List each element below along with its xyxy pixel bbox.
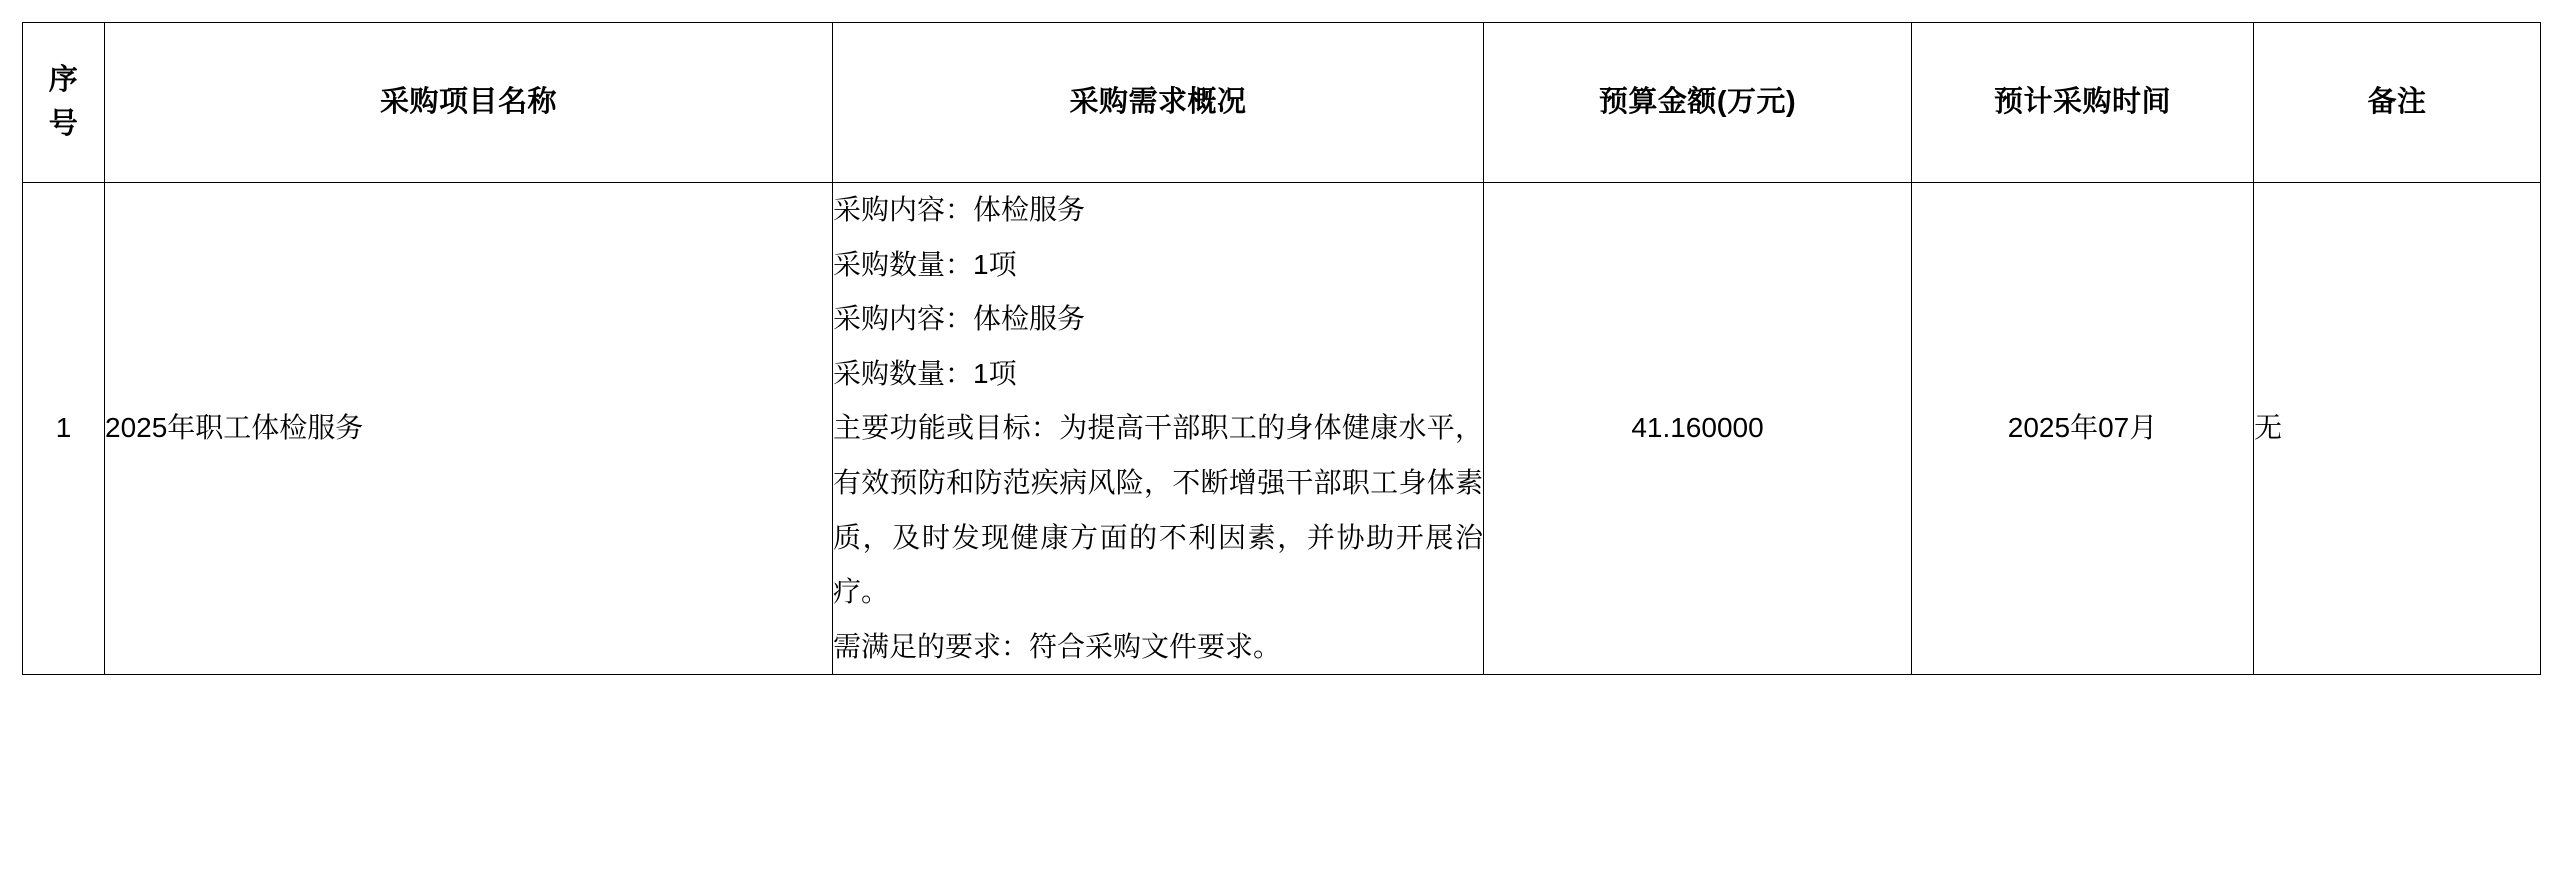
requirement-line: 采购数量：1项	[833, 357, 1017, 389]
table-body	[23, 183, 2541, 675]
column-header-sequence	[23, 23, 105, 183]
requirement-line: 需满足的要求：符合采购文件要求。	[833, 630, 1282, 662]
cell-requirement	[833, 183, 1484, 675]
column-header-budget: 预算金额(万元)	[1484, 23, 1912, 183]
column-header-sequence-line1: 序	[48, 64, 79, 96]
column-header-project-name: 采购项目名称	[105, 23, 833, 183]
column-header-remark: 备注	[2254, 23, 2541, 183]
column-header-requirement: 采购需求概况	[833, 23, 1484, 183]
column-header-sequence-line2: 号	[48, 107, 79, 140]
table-row	[23, 183, 2541, 675]
table-header	[23, 23, 2541, 183]
column-header-expected-time: 预计采购时间	[1912, 23, 2254, 183]
cell-expected-time: 2025年07月	[1912, 183, 2254, 675]
requirement-line: 采购内容：体检服务	[833, 303, 1086, 335]
procurement-table	[22, 22, 2541, 675]
table-header-row	[23, 23, 2541, 183]
requirement-line: 采购内容：体检服务	[833, 194, 1086, 225]
cell-sequence: 1	[23, 183, 105, 675]
requirement-line: 主要功能或目标：为提高干部职工的身体健康水平，有效预防和防范疾病风险，不断增强干部职工身体素质，及时发现健康方面的不利因素，并协助开展治疗。	[833, 412, 1483, 608]
requirement-line: 采购数量：1项	[833, 248, 1017, 280]
cell-budget: 41.160000	[1484, 183, 1912, 675]
cell-project-name: 2025年职工体检服务	[105, 183, 833, 675]
cell-remark: 无	[2254, 183, 2541, 675]
